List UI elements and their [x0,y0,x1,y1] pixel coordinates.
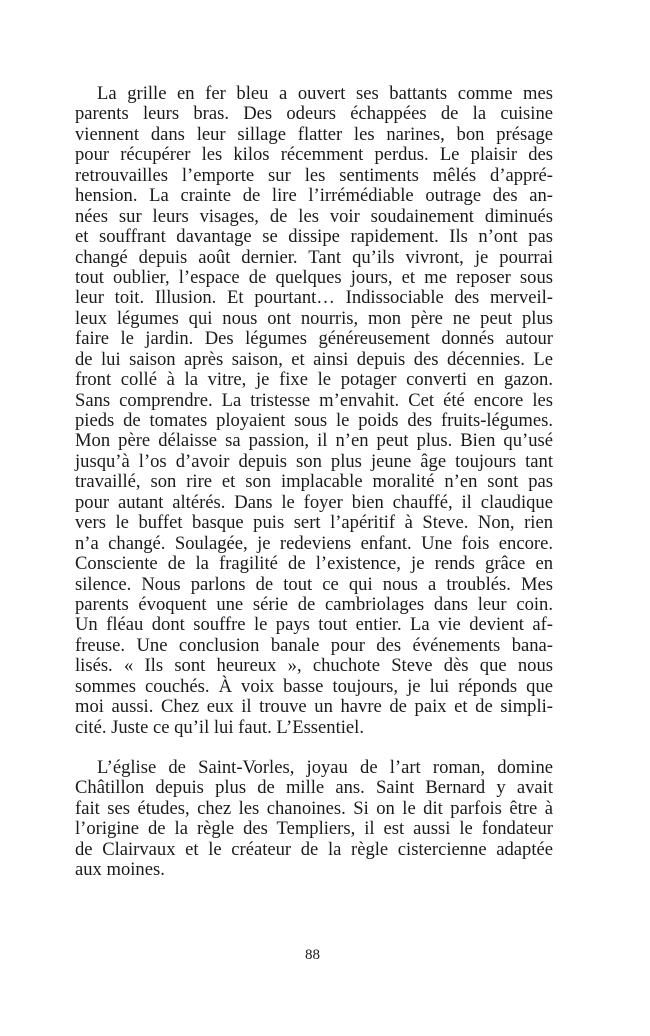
text-line: La grille en fer bleu a ouvert ses battants comme mes [97,83,553,104]
paragraph-1 [75,84,553,738]
text-line: hension. La crainte de lire l’irrémédiable outrage des an- [75,185,553,207]
text-line: Mon père délaisse sa passion, il n’en peut plus. Bien qu’usé [75,430,553,452]
text-line: faire le jardin. Des légumes généreusement donnés autour [75,328,553,350]
text-line: fait ses études, chez les chanoines. Si on le dit parfois être à [75,797,553,819]
text-line: viennent dans leur sillage flatter les narines, bon présage [75,123,553,145]
text-line: Sans comprendre. La tristesse m’envahit. Cet été encore les [75,389,553,411]
text-line: sommes couchés. À voix basse toujours, je lui réponds que [75,675,553,697]
text-line: changé depuis août dernier. Tant qu’ils vivront, je pourrai [75,246,553,268]
text-line: tout oublier, l’espace de quelques jours, et me reposer sous [75,266,553,288]
text-line: Consciente de la fragilité de l’existence, je rends grâce en [75,553,553,575]
text-line: jusqu’à l’os d’avoir depuis son plus jeune âge toujours tant [75,450,553,472]
text-line: leur toit. Illusion. Et pourtant… Indissociable des merveil- [75,287,553,309]
text-line: lisés. « Ils sont heureux », chuchote Steve dès que nous [75,655,553,677]
text-line: front collé à la vitre, je fixe le potager converti en gazon. [75,369,553,391]
text-line: silence. Nous parlons de tout ce qui nous a troublés. Mes [75,573,553,595]
text-line: vers le buffet basque puis sert l’apéritif à Steve. Non, rien [75,512,553,534]
page-number: 88 [305,947,320,963]
text-line: pour récupérer les kilos récemment perdus. Le plaisir des [75,144,553,166]
text-line: parents évoquent une série de cambriolages dans leur coin. [75,593,553,615]
text-line: Châtillon depuis plus de mille ans. Saint Bernard y avait [75,777,553,799]
text-line: retrouvailles l’emporte sur les sentiments mêlés d’appré- [75,164,553,186]
text-line: Un fléau dont souffre le pays tout entier. La vie devient af- [75,614,553,636]
text-line: parents leurs bras. Des odeurs échappées de la cuisine [75,103,553,125]
text-line: et souffrant davantage se dissipe rapidement. Ils n’ont pas [75,226,553,248]
text-line: n’a changé. Soulagée, je redeviens enfant. Une fois encore. [75,532,553,554]
paragraph-2 [75,758,553,881]
text-line: l’origine de la règle des Templiers, il est aussi le fondateur [75,818,553,840]
text-line: aux moines. [75,859,165,881]
text-line: leux légumes qui nous ont nourris, mon père ne peut plus [75,307,553,329]
text-line: freuse. Une conclusion banale pour des événements bana- [75,634,553,656]
text-line: nées sur leurs visages, de les voir soudainement diminués [75,205,553,227]
text-line: pour autant altérés. Dans le foyer bien chauffé, il claudique [75,491,553,513]
text-line: travaillé, son rire et son implacable moralité n’en sont pas [75,471,553,493]
text-line: de lui saison après saison, et ainsi depuis des décennies. Le [75,348,553,370]
text-line: de Clairvaux et le créateur de la règle cistercienne adaptée [75,838,553,860]
text-line: pieds de tomates ployaient sous le poids des fruits-légumes. [75,410,553,431]
text-line: moi aussi. Chez eux il trouve un havre de paix et de simpli- [75,696,553,718]
text-line: L’église de Saint-Vorles, joyau de l’art roman, domine [97,757,553,778]
text-line: cité. Juste ce qu’il lui faut. L’Essentiel. [75,716,364,738]
